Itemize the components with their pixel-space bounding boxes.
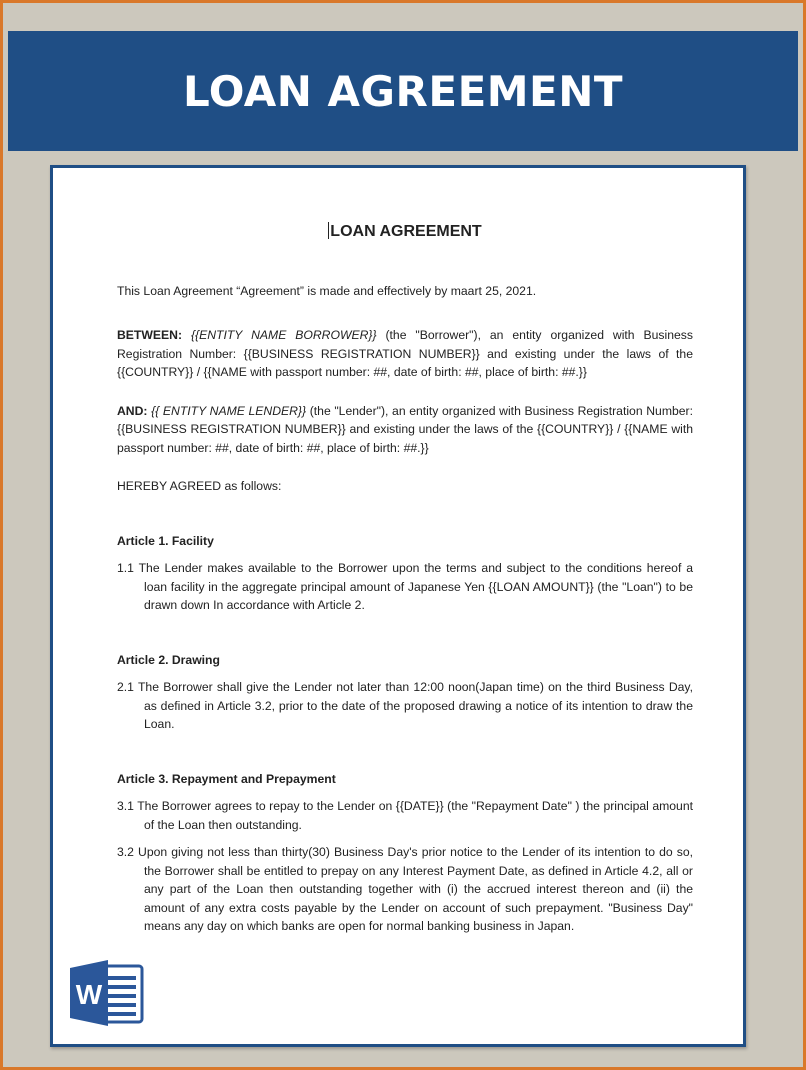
clause-3-1: 3.1 The Borrower agrees to repay to the Lender on {{DATE}} (the "Repayment Date" ) the principal amount of the Loan then outstanding. bbox=[117, 799, 693, 832]
between-label: BETWEEN: bbox=[117, 328, 182, 342]
document-body bbox=[117, 222, 693, 972]
banner-title: LOAN AGREEMENT bbox=[182, 66, 624, 116]
microsoft-word-icon bbox=[68, 958, 144, 1028]
borrower-entity: {{ENTITY NAME BORROWER}} bbox=[190, 328, 377, 342]
article-1-heading: Article 1. Facility bbox=[117, 533, 214, 548]
clause-3-2: 3.2 Upon giving not less than thirty(30) Business Day's prior notice to the Lender of its intention to do so, the Borrower shall be entitled to prepay on any Interest Payment Date, as defined in Article 4.2, all or any part of the Loan then outstanding together with (i) the accrued interest thereon and (ii) the amount of any extra costs payable by the Lender on account of such prepayment. "Business Day" means any day on which banks are open for normal banking business in Japan. bbox=[117, 845, 693, 933]
and-text: (the "Lender"), an entity organized with Business Registration Number: {{BUSINESS REGISTRATION NUMBER}} and existing under the laws of the {{COUNTRY}} / {{NAME with passport number: ##, date of birth: ##, place of birth: ##.}} bbox=[117, 403, 693, 455]
svg-text:W: W bbox=[75, 979, 103, 1010]
article-3-heading: Article 3. Repayment and Prepayment bbox=[117, 771, 336, 786]
article-2-heading: Article 2. Drawing bbox=[117, 652, 220, 667]
between-text: (the "Borrower"), an entity organized with Business Registration Number: {{BUSINESS REGISTRATION NUMBER}} and existing under the laws of the {{COUNTRY}} / {{NAME with passport number: ##, date of birth: ##, place of birth: ##.}} bbox=[117, 328, 693, 379]
intro-paragraph: This Loan Agreement “Agreement” is made and effectively by maart 25, 2021. bbox=[117, 283, 537, 298]
header-banner bbox=[8, 31, 798, 151]
document-page bbox=[50, 165, 746, 1047]
between-paragraph bbox=[117, 326, 693, 382]
clause-1-1: 1.1 The Lender makes available to the Borrower upon the terms and subject to the conditions hereof a loan facility in the aggregate principal amount of Japanese Yen {{LOAN AMOUNT}} (the "Loan") to be drawn down In accordance with Article 2. bbox=[117, 561, 693, 612]
and-label: AND: bbox=[117, 403, 148, 418]
document-title: LOAN AGREEMENT bbox=[330, 223, 482, 240]
clause-2-1: 2.1 The Borrower shall give the Lender not later than 12:00 noon(Japan time) on the third Business Day, as defined in Article 3.2, prior to the date of the proposed drawing a notice of its intention to draw the Loan. bbox=[117, 680, 693, 731]
and-paragraph bbox=[117, 402, 693, 458]
hereby-paragraph: HEREBY AGREED as follows: bbox=[117, 479, 282, 493]
lender-entity: {{ ENTITY NAME LENDER}} bbox=[151, 403, 307, 418]
